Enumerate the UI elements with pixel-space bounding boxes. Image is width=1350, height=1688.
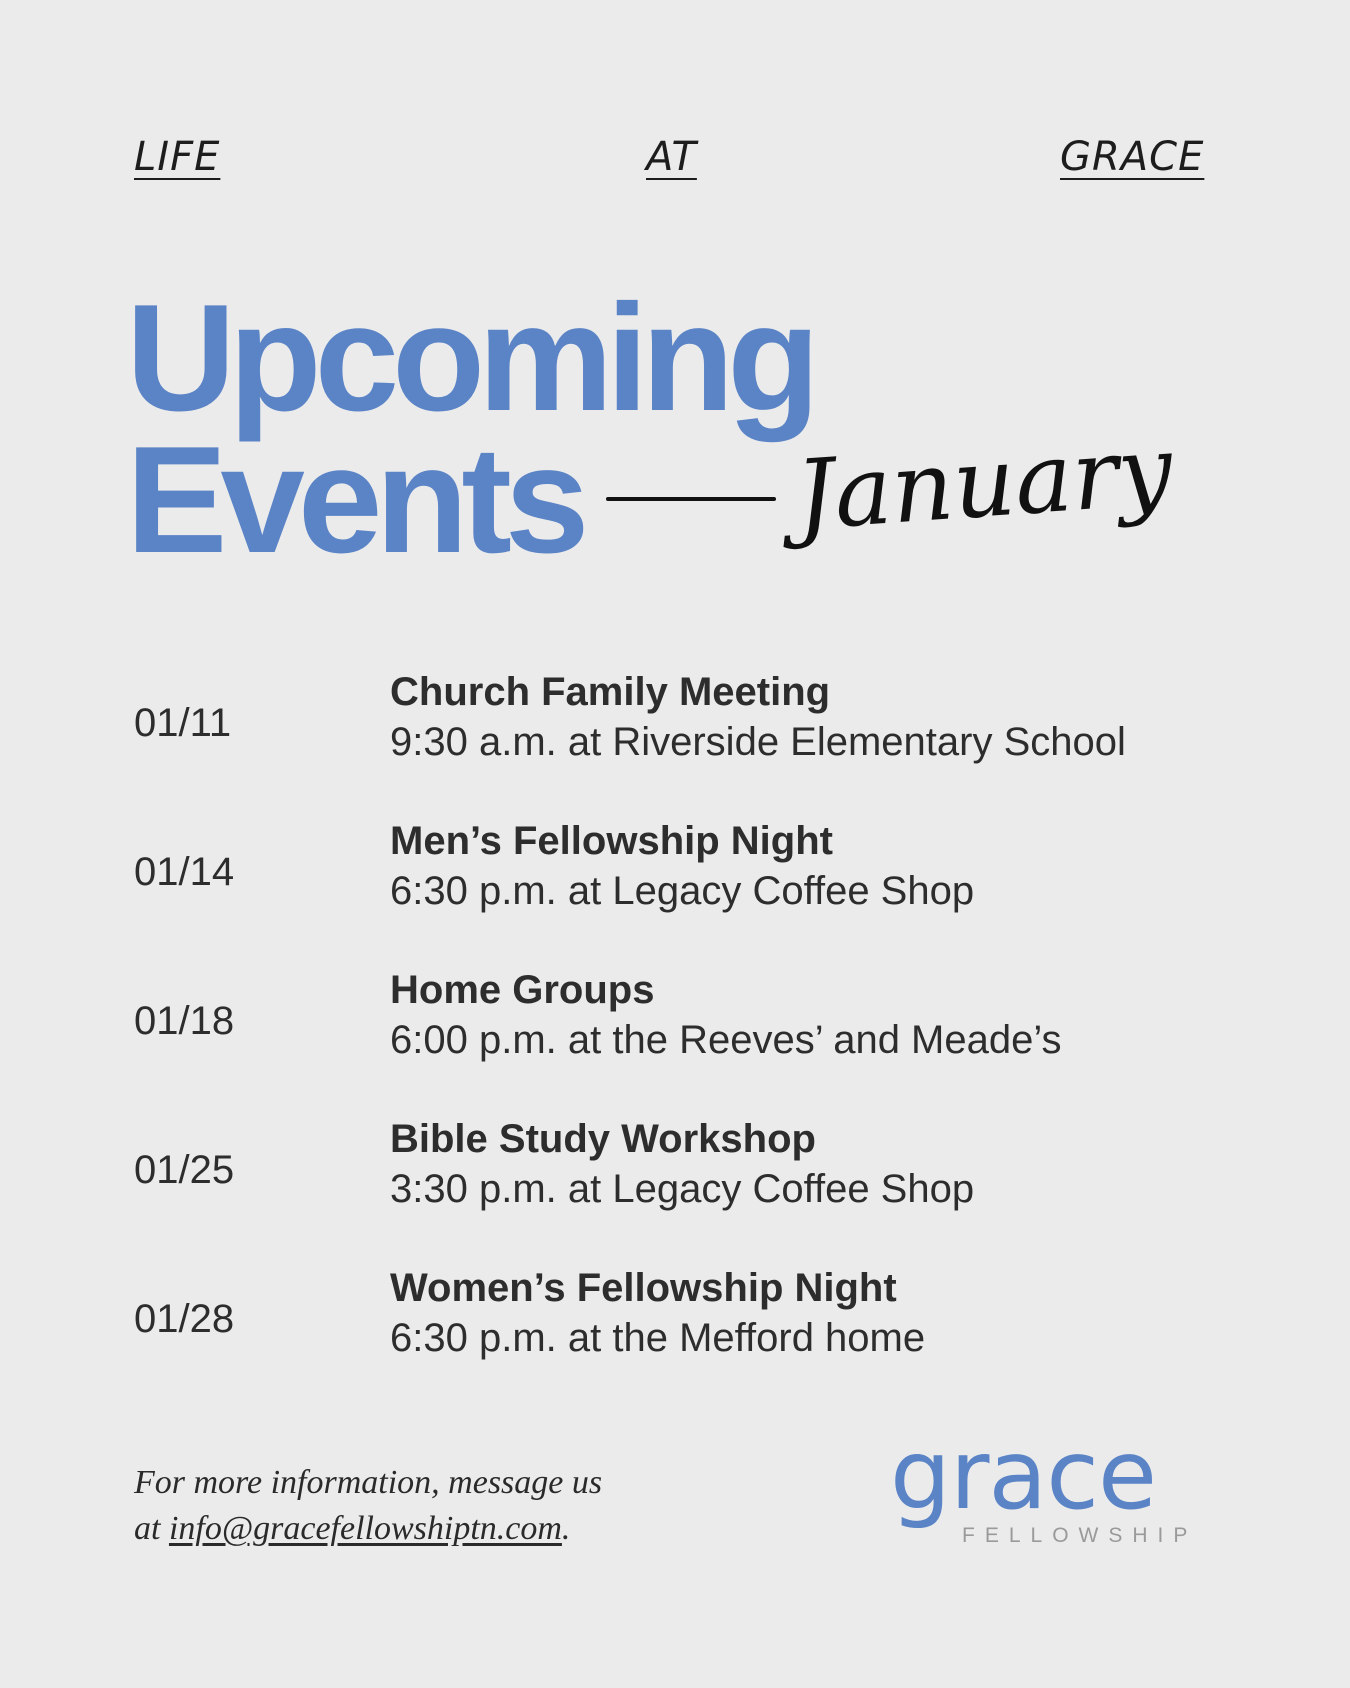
headline-upcoming: Upcoming <box>126 273 814 443</box>
event-detail: 6:30 p.m. at the Mefford home <box>390 1316 926 1360</box>
footer-prefix: at <box>134 1510 169 1547</box>
event-date: 01/14 <box>134 850 235 894</box>
footer-line-2 <box>134 1506 602 1552</box>
event-detail: 6:30 p.m. at Legacy Coffee Shop <box>390 869 975 913</box>
event-detail: 9:30 a.m. at Riverside Elementary School <box>390 720 1126 764</box>
event-date: 01/28 <box>134 1297 235 1341</box>
email-link[interactable]: info@gracefellowshiptn.com <box>168 1510 562 1547</box>
event-list <box>134 668 1234 1413</box>
event-detail: 3:30 p.m. at Legacy Coffee Shop <box>390 1167 975 1211</box>
event-date: 01/11 <box>134 701 232 745</box>
event-title: Women’s Fellowship Night <box>390 1266 897 1310</box>
headline-events: Events <box>126 415 583 585</box>
event-detail: 6:00 p.m. at the Reeves’ and Meade’s <box>390 1018 1062 1062</box>
header-word-at: AT <box>646 134 697 180</box>
event-title: Bible Study Workshop <box>390 1117 816 1161</box>
event-row <box>134 817 1234 966</box>
grace-fellowship-logo <box>890 1438 1210 1548</box>
event-title: Home Groups <box>390 968 655 1012</box>
contact-footer <box>134 1460 602 1552</box>
event-date: 01/25 <box>134 1148 235 1192</box>
event-row <box>134 966 1234 1115</box>
logo-word: grace <box>890 1438 1157 1531</box>
event-row <box>134 1115 1234 1264</box>
event-title: Church Family Meeting <box>390 670 831 714</box>
event-row <box>134 668 1234 817</box>
header-word-grace: GRACE <box>1060 134 1205 180</box>
event-title: Men’s Fellowship Night <box>390 819 833 863</box>
headline-dash <box>606 497 776 501</box>
logo-subtitle: FELLOWSHIP <box>962 1524 1198 1547</box>
header-word-life: LIFE <box>134 134 221 180</box>
month-script: January <box>792 413 1176 552</box>
event-date: 01/18 <box>134 999 235 1043</box>
footer-line-1: For more information, message us <box>134 1464 603 1501</box>
footer-suffix: . <box>561 1510 571 1547</box>
event-row <box>134 1264 1234 1413</box>
